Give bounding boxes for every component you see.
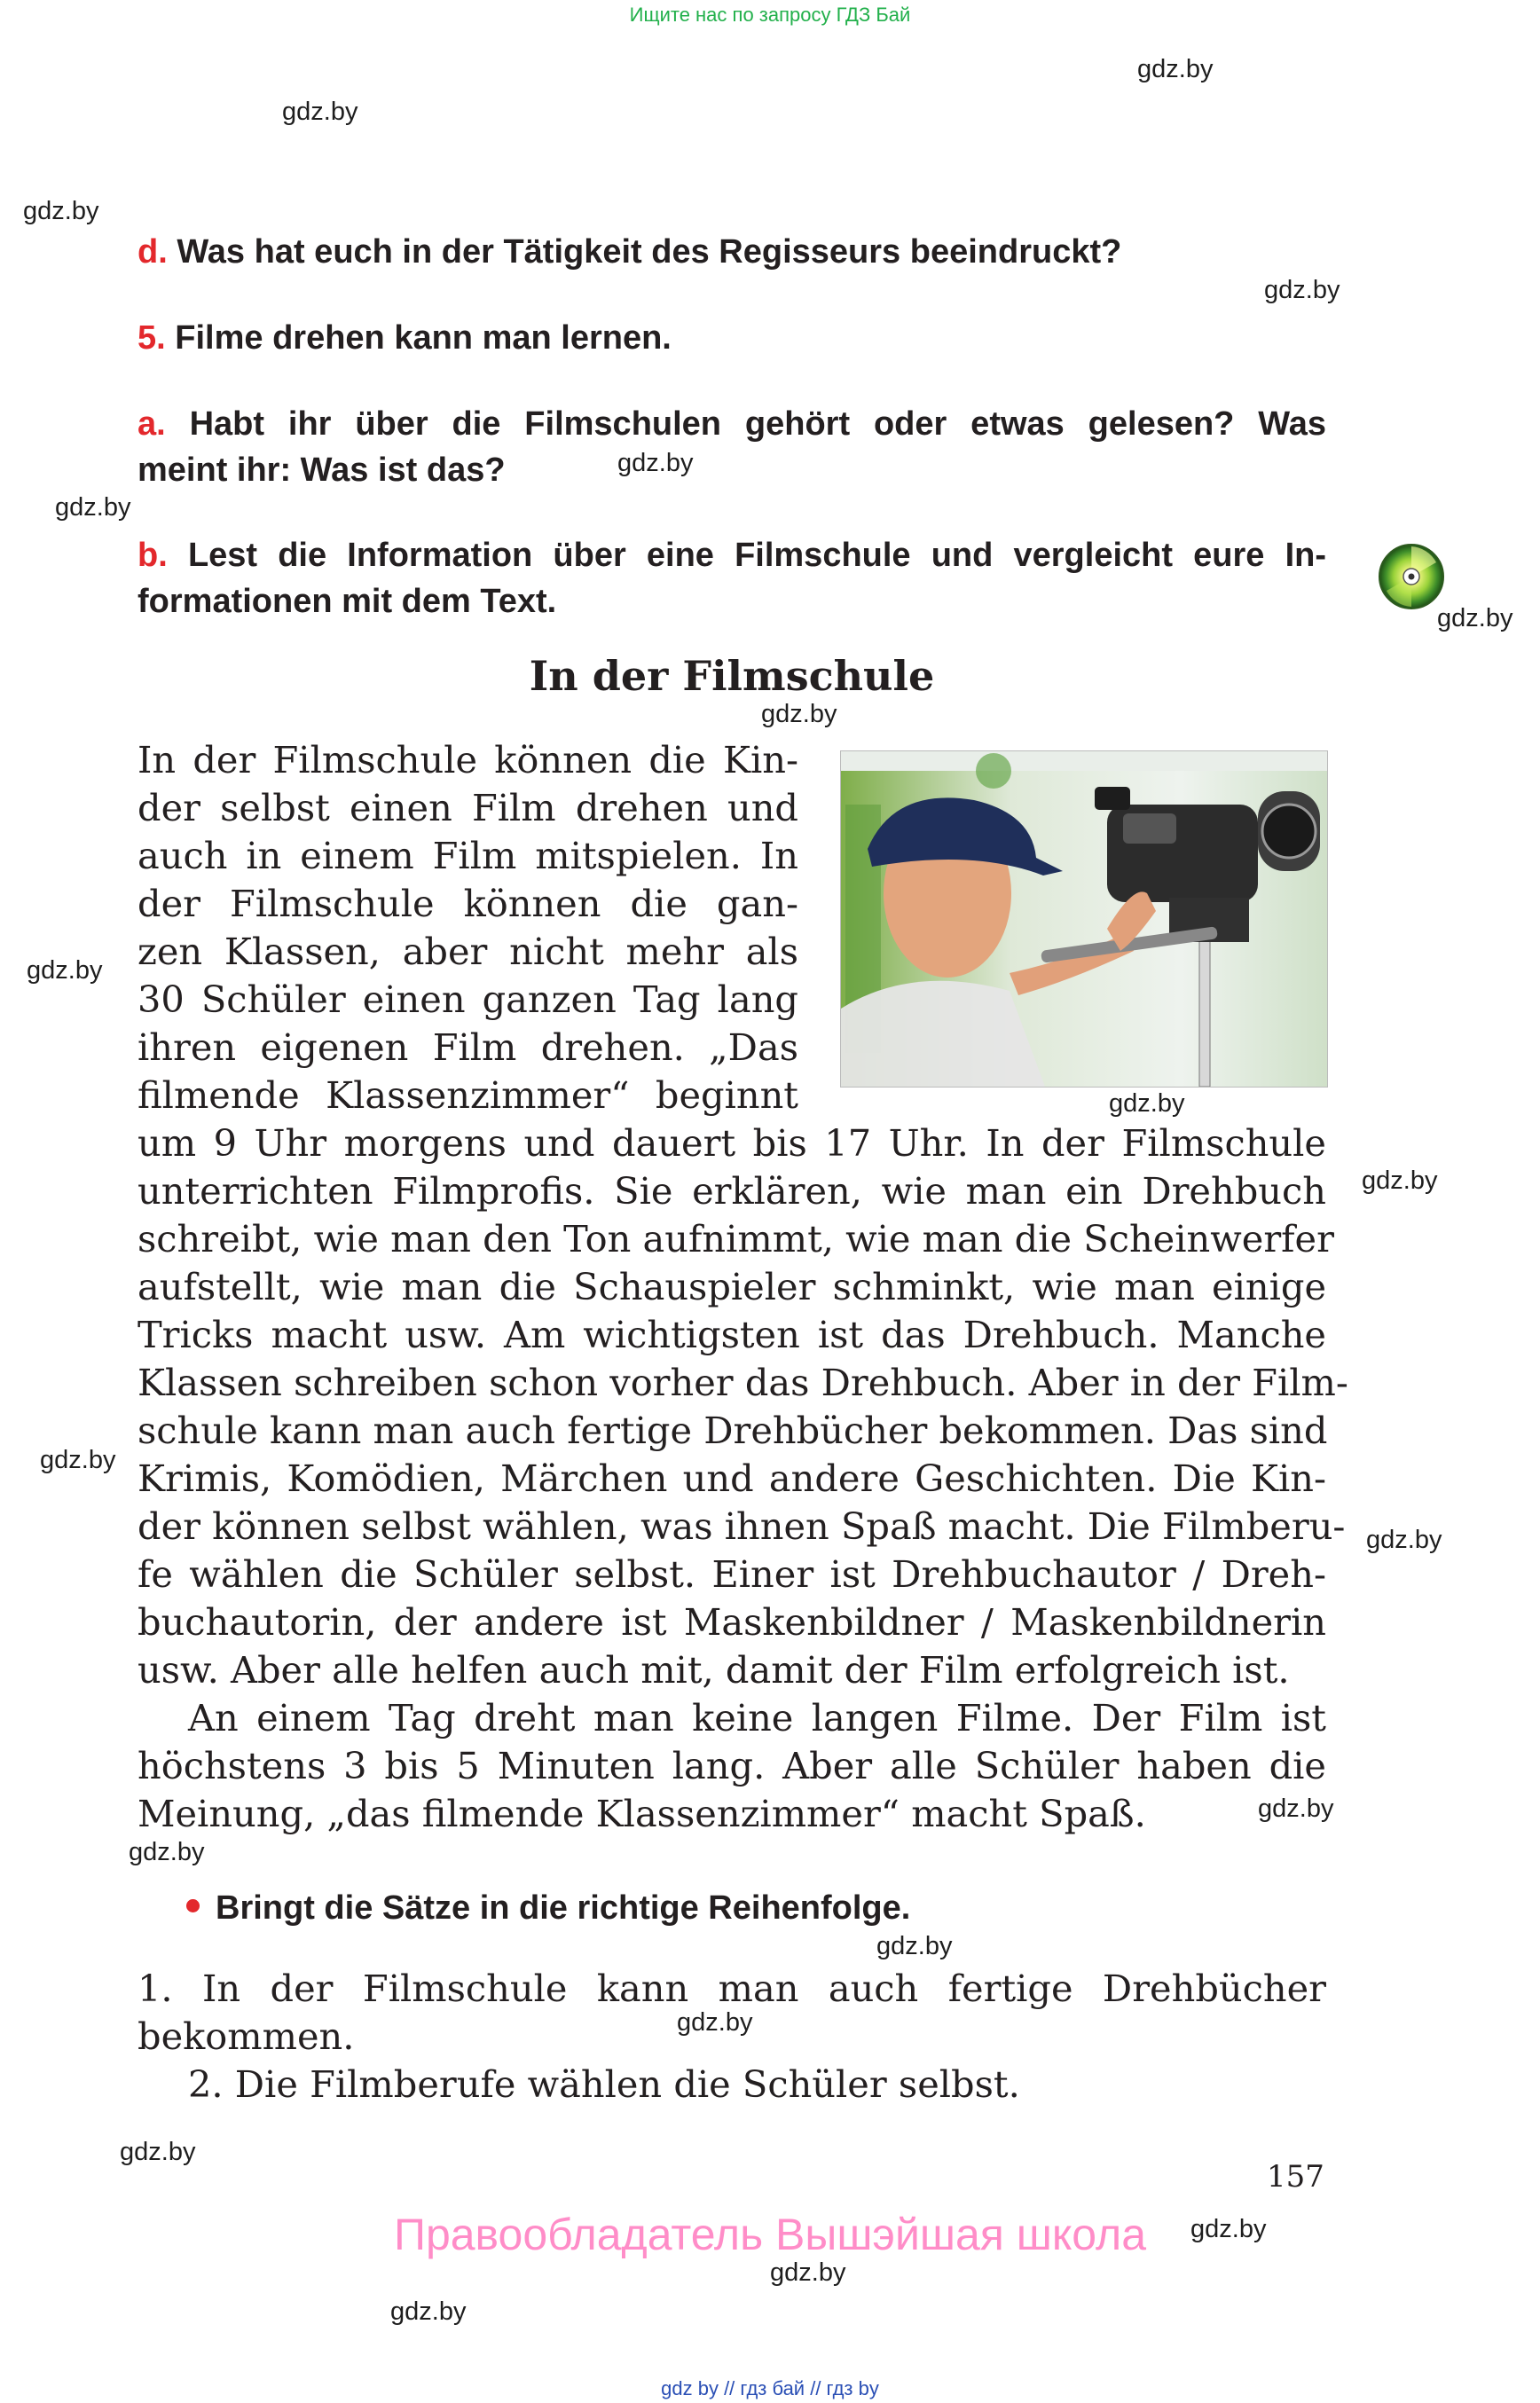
text-line: der selbst einen Film drehen und	[138, 786, 798, 829]
text-line: Klassen schreiben schon vorher das Drehbuch. Aber in der Film-	[138, 1361, 1348, 1404]
text-line: fe wählen die Schüler selbst. Einer ist Drehbuchautor / Dreh-	[138, 1552, 1326, 1596]
top-banner[interactable]: Ищите нас по запросу ГДЗ Бай	[629, 4, 911, 26]
task-5	[138, 315, 1326, 361]
text-line: usw. Aber alle helfen auch mit, damit der Film erfolgreich ist.	[138, 1648, 1290, 1692]
text-line: buchautorin, der andere ist Maskenbildner / Maskenbildnerin	[138, 1600, 1326, 1644]
text-line: aufstellt, wie man die Schauspieler schminkt, wie man einige	[138, 1265, 1326, 1308]
question-line: formationen mit dem Text.	[138, 583, 557, 620]
watermark: gdz.by	[1264, 276, 1340, 304]
watermark: gdz.by	[876, 1932, 953, 1960]
watermark: gdz.by	[120, 2138, 196, 2166]
watermark: gdz.by	[770, 2258, 846, 2287]
text-line: schreibt, wie man den Ton aufnimmt, wie man die Scheinwerfer	[138, 1217, 1334, 1260]
watermark: gdz.by	[1362, 1166, 1438, 1195]
task-title: Filme drehen kann man lernen.	[175, 319, 672, 357]
text-line: 30 Schüler einen ganzen Tag lang	[138, 978, 798, 1021]
text-line: ihren eigenen Film drehen. „Das	[138, 1025, 798, 1069]
watermark: gdz.by	[1109, 1089, 1185, 1118]
text-line: filmende Klassenzimmer“ beginnt	[138, 1073, 798, 1117]
section-title: In der Filmschule	[529, 652, 935, 700]
bullet-icon	[186, 1899, 200, 1912]
watermark: gdz.by	[23, 197, 99, 225]
question-d	[138, 229, 1326, 275]
question-b	[138, 532, 1326, 624]
watermark: gdz.by	[1258, 1794, 1334, 1823]
audio-disc-icon[interactable]	[1378, 543, 1445, 610]
watermark: gdz.by	[677, 2008, 753, 2037]
text-line: höchstens 3 bis 5 Minuten lang. Aber alle Schüler haben die	[138, 1744, 1326, 1787]
task-instruction	[186, 1889, 910, 1928]
text-line: schule kann man auch fertige Drehbücher bekommen. Das sind	[138, 1409, 1328, 1452]
watermark: gdz.by	[390, 2297, 467, 2326]
boy-with-camera-photo	[840, 750, 1328, 1088]
task-text: Bringt die Sätze in die richtige Reihenfolge.	[216, 1889, 911, 1927]
text-line: der können selbst wählen, was ihnen Spaß macht. Die Filmberu-	[138, 1504, 1346, 1548]
question-label: d.	[138, 233, 168, 271]
text-line: der Filmschule können die gan-	[138, 882, 798, 925]
text-line: An einem Tag dreht man keine langen Filme. Der Film ist	[188, 1696, 1326, 1739]
text-line: unterrichten Filmprofis. Sie erklären, wie man ein Drehbuch	[138, 1169, 1326, 1213]
watermark: gdz.by	[55, 493, 131, 522]
text-line: Meinung, „das filmende Klassenzimmer“ macht Spaß.	[138, 1792, 1146, 1835]
watermark: gdz.by	[1437, 604, 1513, 632]
watermark: gdz.by	[1137, 55, 1214, 83]
question-text: Was hat euch in der Tätigkeit des Regisseurs beeindruckt?	[177, 233, 1122, 271]
question-line	[138, 532, 1326, 578]
text-line: Krimis, Komödien, Märchen und andere Geschichten. Die Kin-	[138, 1457, 1326, 1500]
question-text: Habt ihr über die Filmschulen gehört oder etwas gelesen? Was	[189, 405, 1326, 443]
watermark: gdz.by	[129, 1838, 205, 1866]
question-label: b.	[138, 537, 168, 574]
watermark: gdz.by	[1366, 1526, 1442, 1554]
text-line: zen Klassen, aber nicht mehr als	[138, 930, 798, 973]
watermark: gdz.by	[282, 98, 358, 126]
watermark: gdz.by	[40, 1446, 116, 1474]
sentence-line: 2. Die Filmberufe wählen die Schüler selbst.	[188, 2062, 1020, 2106]
task-number: 5.	[138, 319, 166, 357]
question-a	[138, 401, 1326, 493]
sentence-line: 1. In der Filmschule kann man auch fertige Drehbücher	[138, 1967, 1326, 2010]
copyright-holder: Правообладатель Вышэйшая школа	[394, 2210, 1146, 2259]
question-line	[138, 401, 1326, 447]
watermark: gdz.by	[27, 956, 103, 985]
sentence-line: bekommen.	[138, 2014, 355, 2058]
question-text: Lest die Information über eine Filmschule und vergleicht eure In-	[187, 537, 1327, 574]
text-line: um 9 Uhr morgens und dauert bis 17 Uhr. In der Filmschule	[138, 1121, 1326, 1165]
question-line: meint ihr: Was ist das?	[138, 452, 506, 489]
text-line: In der Filmschule können die Kin-	[138, 738, 798, 781]
text-line: Tricks macht usw. Am wichtigsten ist das Drehbuch. Manche	[138, 1313, 1326, 1356]
page-number: 157	[1267, 2159, 1324, 2195]
watermark: gdz.by	[761, 700, 837, 728]
text-line: auch in einem Film mitspielen. In	[138, 834, 798, 877]
bottom-links[interactable]: gdz by // гдз бай // гдз by	[661, 2377, 879, 2399]
question-label: a.	[138, 405, 166, 443]
watermark: gdz.by	[1190, 2215, 1267, 2243]
watermark: gdz.by	[617, 449, 694, 477]
